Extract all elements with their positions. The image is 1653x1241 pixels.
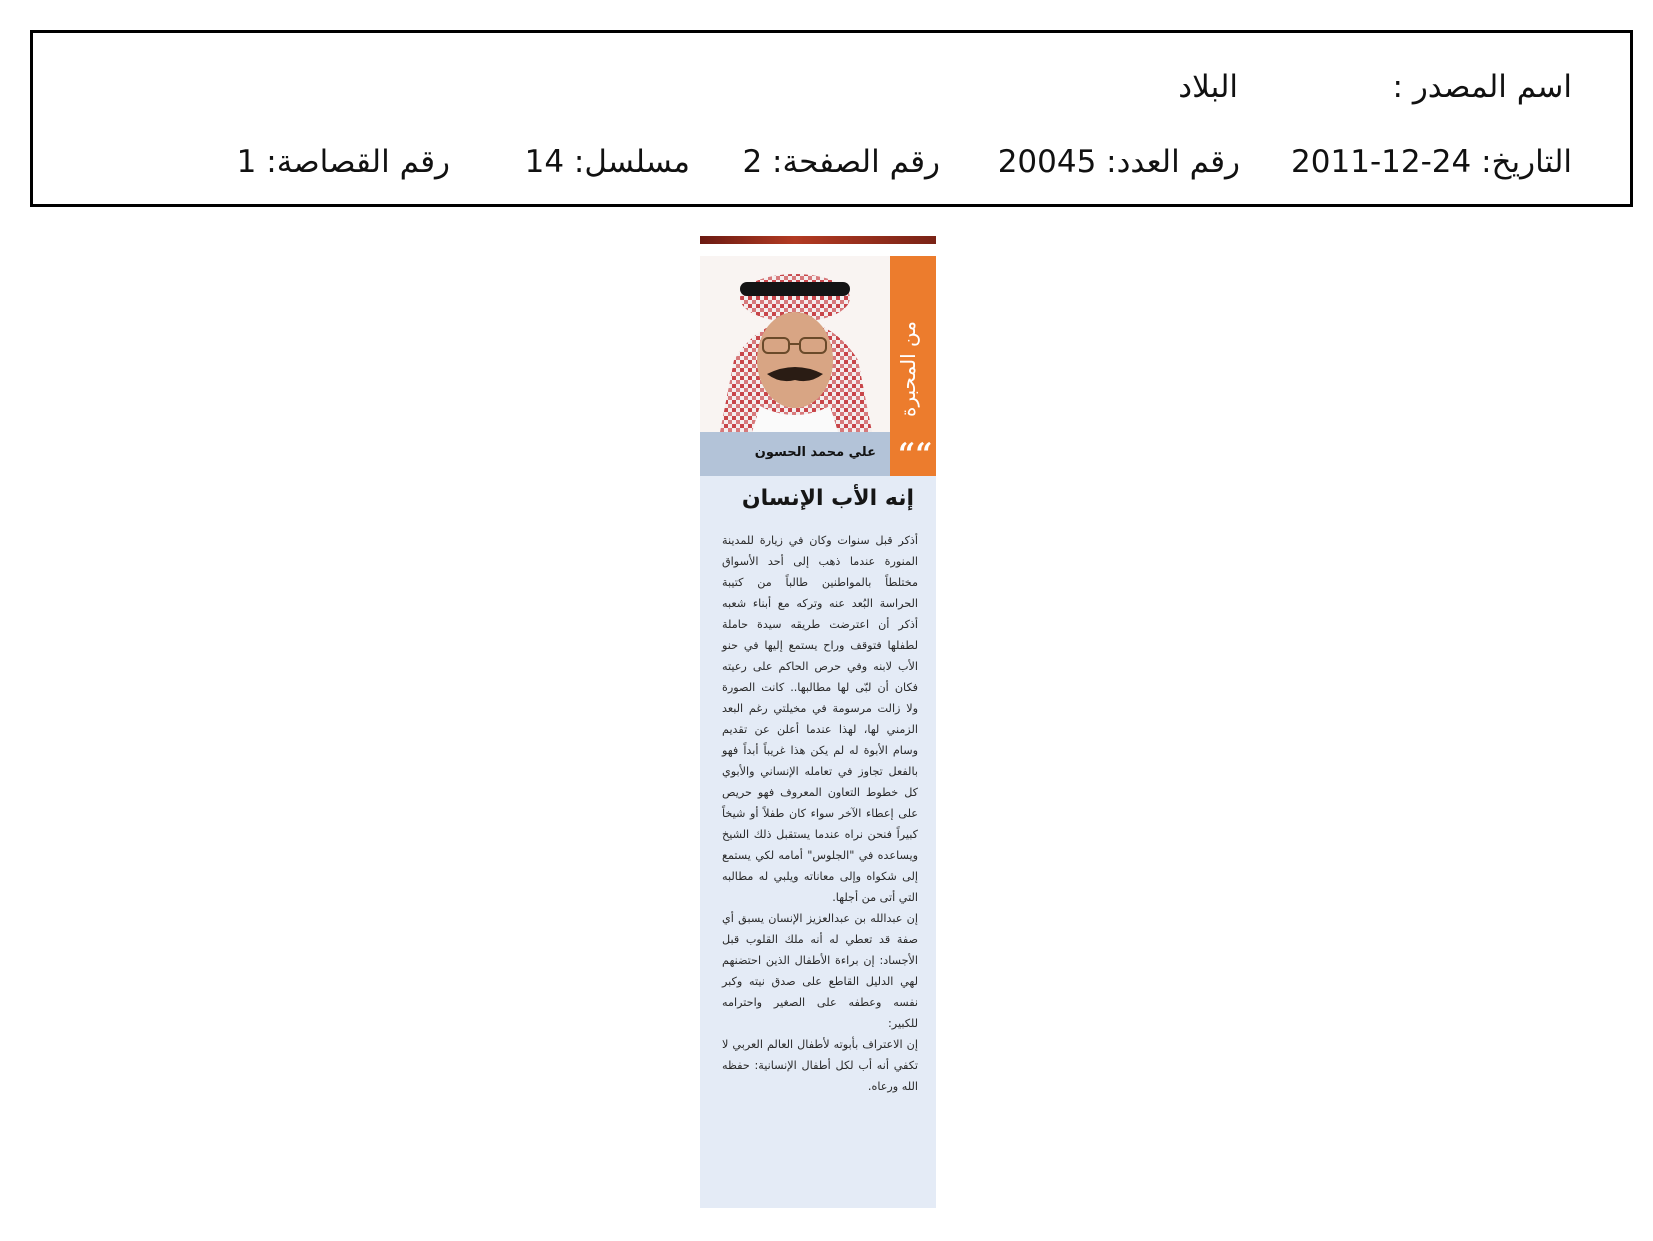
issue-number-field: رقم العدد: 20045 <box>997 144 1240 180</box>
article-text: أذكر قبل سنوات وكان في زيارة للمدينة المنورة عندما ذهب إلى أحد الأسواق مختلطاً بالمواطنين طالباً من كتيبة الحراسة البُعد عنه وتركه مع أبناء شعبه أذكر أن اعترضت طريقه سيدة حاملة لطفلها فتوقف وراح يستمع إليها في حنو الأب لابنه وفي حرص الحاكم على رعيته فكان أن لبّى لها مطالبها.. كانت الصورة ولا زالت مرسومة في مخيلتي رغم البعد الزمني لها، لهذا عندما أعلن عن تقديم وسام الأبوة له لم يكن هذا غريباً أبداً فهو بالفعل تجاوز في تعامله الإنساني والأبوي كل خطوط التعاون المعروف فهو حريص على إعطاء الآخر سواء كان طفلاً أو شيخاً كبيراً فنحن نراه عندما يستقبل ذلك الشيخ ويساعده في "الجلوس" أمامه لكي يستمع إلى شكواه وإلى معاناته ويلبي له مطالبه التي أتى من أجلها. إن عبدالله بن عبدالعزيز الإنسان يسبق أي صفة قد تعطي له أنه ملك القلوب قبل الأجساد: إن براءة الأطفال الذين احتضنهم لهي الدليل القاطع على صدق نيته وكبر نفسه وعطفه على الصغير واحترامه للكبير: إن الاعتراف بأبوته لأطفال العالم العربي لا تكفي أنه أب لكل أطفال الإنسانية: حفظه الله ورعاه. <box>722 534 918 1093</box>
article-body <box>700 476 936 1208</box>
date-field: التاريخ: 24-12-2011 <box>1291 144 1572 180</box>
clipping-top-strip <box>700 236 936 244</box>
column-tag <box>890 256 936 476</box>
author-name: علي محمد الحسون <box>754 445 876 460</box>
page-number-field: رقم الصفحة: 2 <box>742 144 940 180</box>
serial-field: مسلسل: 14 <box>524 144 690 180</box>
article-headline: إنه الأب الإنسان <box>741 486 914 511</box>
author-photo <box>700 256 890 432</box>
column-label: من المحبرة <box>896 321 920 417</box>
clipping-header-box <box>30 30 1633 207</box>
clipping-number-field: رقم القصاصة: 1 <box>236 144 450 180</box>
author-bar <box>700 432 890 476</box>
source-label: اسم المصدر : <box>1392 69 1572 105</box>
newspaper-clipping <box>700 236 936 1228</box>
quote-icon: ““ <box>898 437 933 472</box>
source-name: البلاد <box>1178 69 1238 105</box>
author-portrait-illustration <box>700 256 890 432</box>
